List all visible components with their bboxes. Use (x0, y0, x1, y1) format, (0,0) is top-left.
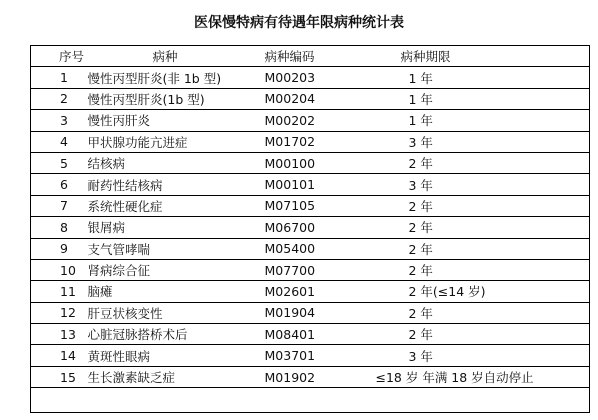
empty-row (31, 388, 590, 413)
row-code: M00203 (259, 67, 369, 88)
table-row (31, 324, 590, 345)
row-code: M01902 (259, 366, 369, 387)
table-row (31, 152, 590, 173)
row-term: 3 年 (369, 345, 590, 366)
table-row (31, 67, 590, 88)
empty-cell (81, 388, 259, 413)
table-row (31, 345, 590, 366)
row-name: 脑瘫 (81, 281, 259, 302)
empty-cell (31, 388, 81, 413)
row-code: M07700 (259, 259, 369, 280)
row-name: 心脏冠脉搭桥术后 (81, 324, 259, 345)
header-code: 病种编码 (259, 46, 369, 67)
table-row (31, 217, 590, 238)
table-row (31, 302, 590, 323)
row-name: 黄斑性眼病 (81, 345, 259, 366)
row-code: M08401 (259, 324, 369, 345)
header-no: 序号 (31, 46, 81, 67)
row-no: 10 (31, 259, 81, 280)
row-term: 2 年 (369, 259, 590, 280)
row-name: 肾病综合征 (81, 259, 259, 280)
table-row (31, 238, 590, 259)
row-name: 慢性丙型肝炎(1b 型) (81, 88, 259, 109)
row-no: 11 (31, 281, 81, 302)
row-no: 7 (31, 195, 81, 216)
row-term: 3 年 (369, 131, 590, 152)
row-term: 2 年 (369, 217, 590, 238)
row-name: 银屑病 (81, 217, 259, 238)
row-term: 2 年 (369, 302, 590, 323)
empty-cell (369, 388, 590, 413)
row-no: 6 (31, 174, 81, 195)
row-code: M01904 (259, 302, 369, 323)
table-row (31, 131, 590, 152)
row-no: 3 (31, 110, 81, 131)
row-code: M07105 (259, 195, 369, 216)
row-term: 1 年 (369, 88, 590, 109)
row-no: 1 (31, 67, 81, 88)
table-row (31, 110, 590, 131)
header-term: 病种期限 (369, 46, 590, 67)
row-code: M00202 (259, 110, 369, 131)
row-name: 结核病 (81, 152, 259, 173)
row-term: 3 年 (369, 174, 590, 195)
table-row (31, 88, 590, 109)
row-name: 慢性丙型肝炎(非 1b 型) (81, 67, 259, 88)
row-code: M02601 (259, 281, 369, 302)
row-code: M01702 (259, 131, 369, 152)
row-no: 4 (31, 131, 81, 152)
row-no: 2 (31, 88, 81, 109)
header-row (31, 46, 590, 67)
row-no: 8 (31, 217, 81, 238)
header-name: 病种 (81, 46, 259, 67)
row-code: M00204 (259, 88, 369, 109)
row-no: 12 (31, 302, 81, 323)
row-code: M00101 (259, 174, 369, 195)
row-code: M00100 (259, 152, 369, 173)
row-no: 5 (31, 152, 81, 173)
row-code: M06700 (259, 217, 369, 238)
table-title: 医保慢特病有待遇年限病种统计表 (194, 15, 404, 31)
row-term: 2 年 (369, 195, 590, 216)
row-term: 2 年 (369, 324, 590, 345)
row-term: 2 年(≤14 岁) (369, 281, 590, 302)
row-no: 13 (31, 324, 81, 345)
row-term: 1 年 (369, 67, 590, 88)
row-no: 9 (31, 238, 81, 259)
row-code: M03701 (259, 345, 369, 366)
table-row (31, 195, 590, 216)
disease-table (30, 45, 590, 413)
row-code: M05400 (259, 238, 369, 259)
row-name: 支气管哮喘 (81, 238, 259, 259)
row-no: 15 (31, 366, 81, 387)
table-row (31, 259, 590, 280)
row-term: 2 年 (369, 152, 590, 173)
table-row (31, 281, 590, 302)
row-term: 2 年 (369, 238, 590, 259)
table-row (31, 366, 590, 387)
row-name: 系统性硬化症 (81, 195, 259, 216)
table-row (31, 174, 590, 195)
row-name: 生长激素缺乏症 (81, 366, 259, 387)
empty-cell (259, 388, 369, 413)
row-name: 肝豆状核变性 (81, 302, 259, 323)
row-name: 慢性丙肝炎 (81, 110, 259, 131)
row-term: ≤18 岁 年满 18 岁自动停止 (369, 366, 590, 387)
row-no: 14 (31, 345, 81, 366)
row-term: 1 年 (369, 110, 590, 131)
row-name: 耐药性结核病 (81, 174, 259, 195)
row-name: 甲状腺功能亢进症 (81, 131, 259, 152)
